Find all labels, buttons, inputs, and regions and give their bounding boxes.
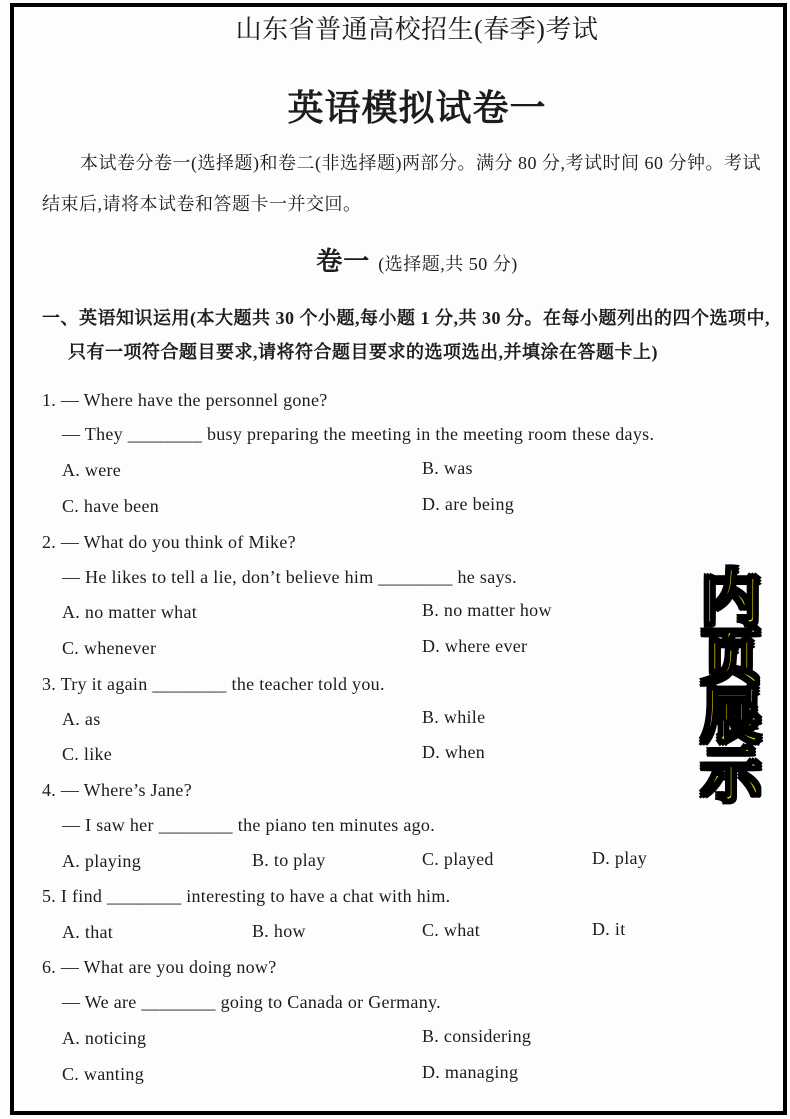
question-4-option-a: A. playing <box>62 851 141 871</box>
question-4-stem: 4. — Where’s Jane? <box>42 780 193 800</box>
question-3-option-d: D. when <box>422 742 486 762</box>
question-5-option-c: C. what <box>422 920 481 940</box>
exam-header: 山东省普通高校招生(春季)考试 <box>235 15 599 44</box>
question-2-option-a: A. no matter what <box>62 602 198 622</box>
question-6-option-c: C. wanting <box>62 1064 144 1084</box>
volume-detail: (选择题,共 50 分) <box>378 254 518 274</box>
question-1-option-b: B. was <box>422 458 473 478</box>
question-5-option-b: B. how <box>252 921 306 941</box>
intro-line-2: 结束后,请将本试卷和答题卡一并交回。 <box>42 194 362 214</box>
volume-heading <box>316 245 518 281</box>
question-4-option-c: C. played <box>422 849 494 869</box>
intro-line-1: 本试卷分卷一(选择题)和卷二(非选择题)两部分。满分 80 分,考试时间 60 分钟。考试 <box>80 153 761 173</box>
question-1-line-2: — They ________ busy preparing the meeting in the meeting room these days. <box>62 424 655 444</box>
question-6-option-b: B. considering <box>422 1026 532 1046</box>
inner-page-preview-overlay: 内页展示 <box>701 564 761 811</box>
question-3-option-a: A. as <box>62 709 101 729</box>
question-5-stem: 5. I find ________ interesting to have a chat with him. <box>42 886 451 906</box>
part-one-line-2: 只有一项符合题目要求,请将符合题目要求的选项选出,并填涂在答题卡上) <box>68 342 658 362</box>
question-2-option-c: C. whenever <box>62 638 157 658</box>
question-6-stem: 6. — What are you doing now? <box>42 957 277 977</box>
question-6-line-2: — We are ________ going to Canada or Germany. <box>62 992 441 1012</box>
question-6-option-d: D. managing <box>422 1062 519 1082</box>
question-3-option-c: C. like <box>62 744 113 764</box>
question-1-option-d: D. are being <box>422 494 515 514</box>
question-1-option-c: C. have been <box>62 496 160 516</box>
question-3-option-b: B. while <box>422 707 486 727</box>
question-2-line-2: — He likes to tell a lie, don’t believe him ________ he says. <box>62 567 517 587</box>
question-4-line-2: — I saw her ________ the piano ten minutes ago. <box>62 815 436 835</box>
question-2-stem: 2. — What do you think of Mike? <box>42 532 296 552</box>
question-1-option-a: A. were <box>62 460 122 480</box>
question-5-option-d: D. it <box>592 919 626 939</box>
question-2-option-d: D. where ever <box>422 636 528 656</box>
paper-title: 英语模拟试卷一 <box>287 88 547 128</box>
part-one-line-1: 一、英语知识运用(本大题共 30 个小题,每小题 1 分,共 30 分。在每小题列出的四个选项中, <box>42 308 770 328</box>
question-5-option-a: A. that <box>62 922 114 942</box>
question-4-option-d: D. play <box>592 848 648 868</box>
question-4-option-b: B. to play <box>252 850 326 870</box>
question-1-stem: 1. — Where have the personnel gone? <box>42 390 328 410</box>
question-6-option-a: A. noticing <box>62 1028 147 1048</box>
question-3-stem: 3. Try it again ________ the teacher told you. <box>42 674 385 694</box>
question-2-option-b: B. no matter how <box>422 600 552 620</box>
volume-name: 卷一 <box>316 247 371 276</box>
